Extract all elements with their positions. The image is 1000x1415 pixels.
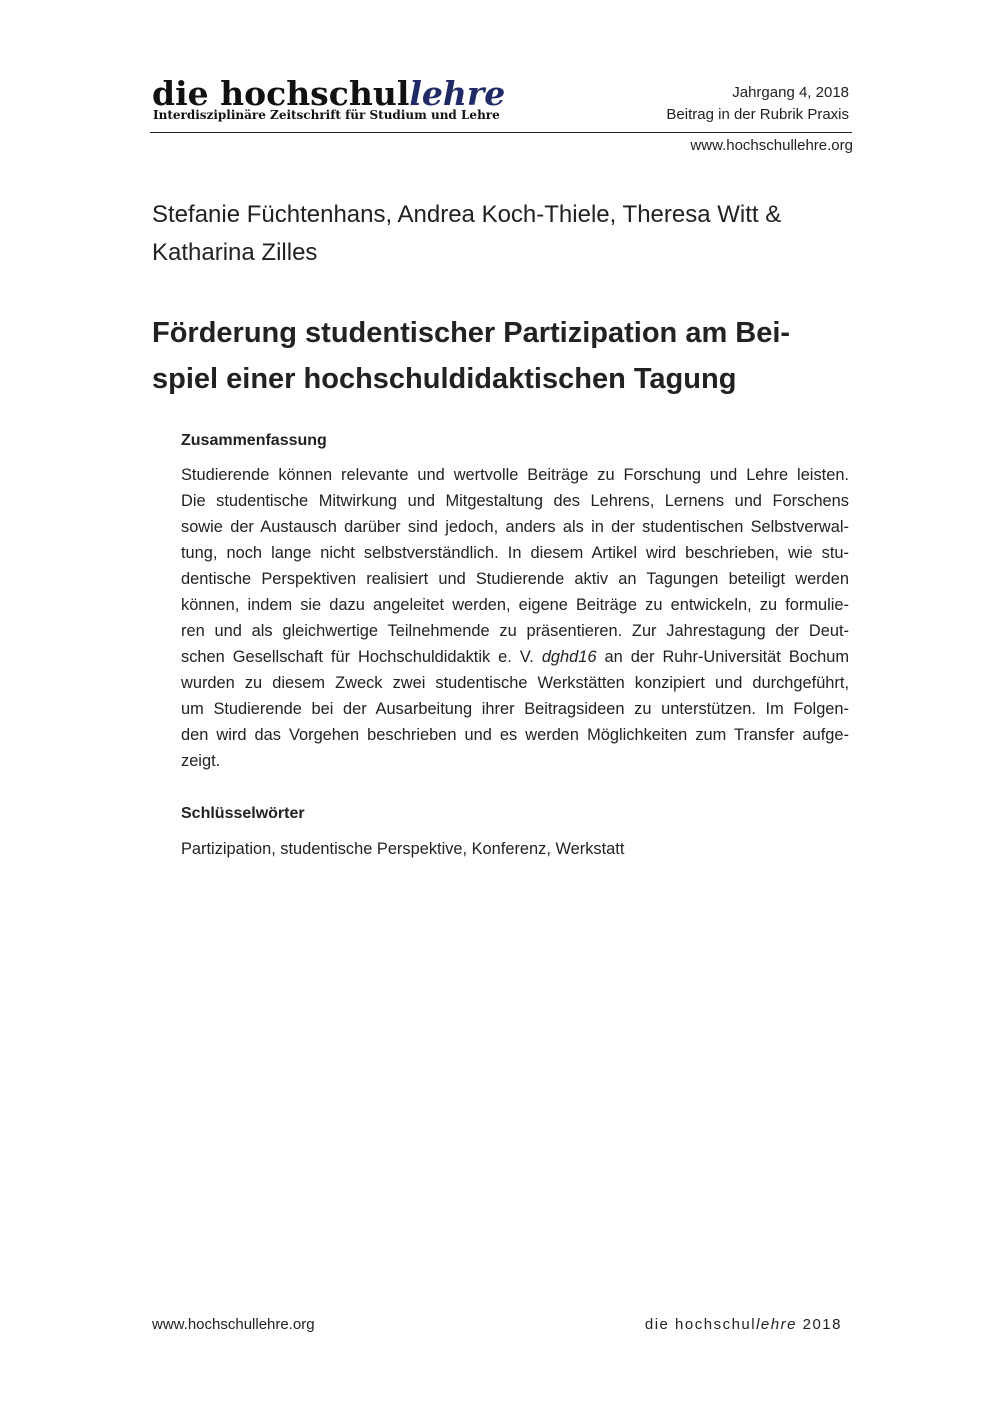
abstract-line: Die studentische Mitwirkung und Mitgestaltung des Lehrens, Lernens und Forschens (181, 492, 849, 510)
article-title (152, 310, 852, 402)
abstract-line: um Studierende bei der Ausarbeitung ihrer Beitragsideen zu unterstützen. Im Folgen- (181, 700, 849, 718)
footer-journal-plain: die hochschul (644, 1316, 757, 1333)
abstract-line: ren und als gleichwertige Teilnehmende zu präsentieren. Zur Jahrestagung der Deut- (181, 622, 849, 640)
abstract-line: Studierende können relevante und wertvolle Beiträge zu Forschung und Lehre leisten. (181, 466, 849, 484)
footer-url: www.hochschullehre.org (152, 1316, 315, 1333)
abstract-line: tung, noch lange nicht selbstverständlich. In diesem Artikel wird beschrieben, wie stu- (181, 544, 849, 562)
authors-line-2: Katharina Zilles (152, 239, 318, 266)
authors-line-1: Stefanie Füchtenhans, Andrea Koch-Thiele, Theresa Witt & (152, 201, 782, 228)
volume-label: Jahrgang 4, 2018 (732, 84, 849, 101)
keywords-text: Partizipation, studentische Perspektive, Konferenz, Werkstatt (181, 840, 625, 858)
rubric-label: Beitrag in der Rubrik Praxis (666, 106, 849, 123)
abstract-heading: Zusammenfassung (181, 432, 327, 449)
logo-accent-text: lehre (409, 74, 506, 113)
conference-tag: dghd16 (541, 648, 597, 666)
abstract-line: sowie der Austausch darüber sind jedoch, anders als in der studentischen Selbstverwal- (181, 518, 849, 536)
footer-journal-year: 2018 (796, 1316, 842, 1333)
logo-plain-text: die hochschul (152, 74, 410, 113)
abstract-line: dentische Perspektiven realisiert und Studierende aktiv an Tagungen beteiligt werden (181, 570, 849, 588)
abstract-line: den wird das Vorgehen beschrieben und es werden Möglichkeiten zum Transfer aufge- (181, 726, 849, 744)
author-list (152, 196, 852, 272)
keywords-heading: Schlüsselwörter (181, 805, 305, 822)
header-divider (150, 132, 852, 133)
issue-info (666, 82, 849, 126)
abstract-line: wurden zu diesem Zweck zwei studentische Werkstätten konzipiert und durchgeführt, (181, 674, 849, 692)
abstract-line: schen Gesellschaft für Hochschuldidaktik e. V. dghd16 an der Ruhr-Universität Bochum (181, 648, 849, 666)
header-url: www.hochschullehre.org (690, 137, 853, 154)
journal-subtitle: Interdisziplinäre Zeitschrift für Studium und Lehre (153, 108, 500, 122)
footer-journal-accent: lehre (756, 1316, 797, 1333)
abstract-line: zeigt. (181, 752, 221, 770)
title-line-1: Förderung studentischer Partizipation am Bei- (152, 317, 791, 349)
footer-journal-name (645, 1314, 842, 1336)
title-line-2: spiel einer hochschuldidaktischen Tagung (152, 363, 737, 395)
abstract-line: können, indem sie dazu angeleitet werden, eigene Beiträge zu entwickeln, zu formulie- (181, 596, 849, 614)
abstract-text (181, 462, 849, 774)
